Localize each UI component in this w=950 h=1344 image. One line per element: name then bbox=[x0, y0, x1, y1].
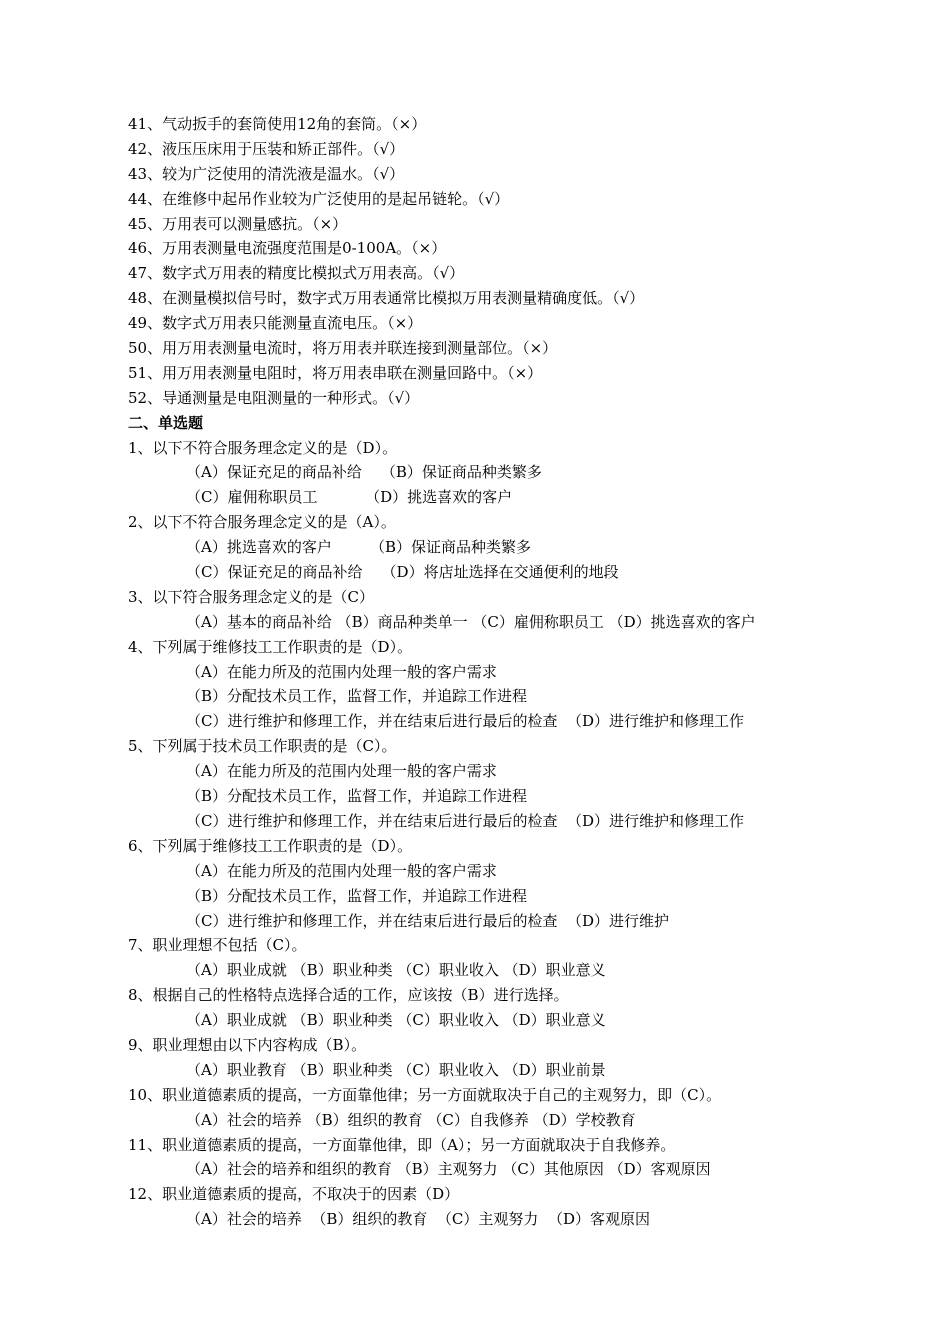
option-line: （A）职业成就 （B）职业种类 （C）职业收入 （D）职业意义 bbox=[186, 1011, 606, 1030]
tf-item: 52、导通测量是电阻测量的一种形式。（√） bbox=[128, 388, 420, 407]
option-line: （B）分配技术员工作，监督工作，并追踪工作进程 bbox=[186, 787, 528, 806]
option-line: （A）职业成就 （B）职业种类 （C）职业收入 （D）职业意义 bbox=[186, 961, 606, 980]
option-line: （A）社会的培养和组织的教育 （B）主观努力 （C）其他原因 （D）客观原因 bbox=[186, 1160, 711, 1179]
option-line: （A）在能力所及的范围内处理一般的客户需求 bbox=[186, 662, 497, 681]
option-line: （B）分配技术员工作，监督工作，并追踪工作进程 bbox=[186, 687, 528, 706]
tf-item: 45、万用表可以测量感抗。（×） bbox=[128, 214, 348, 233]
question-line: 4、下列属于维修技工工作职责的是（D）。 bbox=[128, 637, 413, 656]
question-line: 12、职业道德素质的提高，不取决于的因素（D） bbox=[128, 1185, 460, 1204]
option-line: （C）进行维护和修理工作，并在结束后进行最后的检查 （D）进行维护和修理工作 bbox=[186, 811, 745, 830]
tf-item: 46、万用表测量电流强度范围是0-100A。（×） bbox=[128, 239, 447, 258]
question-line: 10、职业道德素质的提高，一方面靠他律；另一方面就取决于自己的主观努力，即（C）。 bbox=[128, 1085, 722, 1104]
question-line: 8、根据自己的性格特点选择合适的工作，应该按（B）进行选择。 bbox=[128, 986, 569, 1005]
option-line: （A）职业教育 （B）职业种类 （C）职业收入 （D）职业前景 bbox=[186, 1060, 606, 1079]
true-false-section bbox=[128, 112, 828, 411]
option-line: （C）雇佣称职员工 （D）挑选喜欢的客户 bbox=[186, 488, 513, 507]
option-line: （C）保证充足的商品补给 （D）将店址选择在交通便利的地段 bbox=[186, 563, 619, 582]
tf-item: 42、液压压床用于压装和矫正部件。（√） bbox=[128, 139, 405, 158]
question-line: 11、职业道德素质的提高，一方面靠他律，即（A）；另一方面就取决于自我修养。 bbox=[128, 1135, 676, 1154]
question-line: 9、职业理想由以下内容构成（B）。 bbox=[128, 1035, 367, 1054]
option-line: （A）社会的培养 （B）组织的教育 （C）自我修养 （D）学校教育 bbox=[186, 1110, 636, 1129]
question-line: 6、下列属于维修技工工作职责的是（D）。 bbox=[128, 836, 413, 855]
document-body bbox=[128, 112, 828, 1232]
tf-item: 44、在维修中起吊作业较为广泛使用的是起吊链轮。（√） bbox=[128, 189, 510, 208]
option-line: （A）挑选喜欢的客户 （B）保证商品种类繁多 bbox=[186, 538, 532, 557]
question-line: 5、下列属于技术员工作职责的是（C）。 bbox=[128, 737, 397, 756]
tf-item: 41、气动扳手的套筒使用12角的套筒。（×） bbox=[128, 115, 427, 133]
tf-item: 43、较为广泛使用的清洗液是温水。（√） bbox=[128, 164, 405, 183]
option-line: （A）社会的培养 （B）组织的教育 （C）主观努力 （D）客观原因 bbox=[186, 1210, 650, 1229]
tf-item: 50、用万用表测量电流时，将万用表并联连接到测量部位。（×） bbox=[128, 339, 558, 358]
question-line: 7、职业理想不包括（C）。 bbox=[128, 936, 307, 955]
option-line: （C）进行维护和修理工作，并在结束后进行最后的检查 （D）进行维护和修理工作 bbox=[186, 712, 745, 731]
section-heading: 二、单选题 bbox=[128, 413, 204, 432]
multiple-choice-section bbox=[128, 436, 828, 1233]
tf-item: 48、在测量模拟信号时，数字式万用表通常比模拟万用表测量精确度低。（√） bbox=[128, 289, 645, 308]
tf-item: 49、数字式万用表只能测量直流电压。（×） bbox=[128, 314, 423, 333]
tf-item: 47、数字式万用表的精度比模拟式万用表高。（√） bbox=[128, 264, 465, 283]
question-line: 1、以下不符合服务理念定义的是（D）。 bbox=[128, 438, 398, 457]
question-line: 2、以下不符合服务理念定义的是（A）。 bbox=[128, 513, 396, 532]
option-line: （B）分配技术员工作，监督工作，并追踪工作进程 bbox=[186, 886, 528, 905]
tf-item: 51、用万用表测量电阻时，将万用表串联在测量回路中。（×） bbox=[128, 363, 543, 382]
option-line: （A）保证充足的商品补给 （B）保证商品种类繁多 bbox=[186, 463, 542, 482]
option-line: （C）进行维护和修理工作，并在结束后进行最后的检查 （D）进行维护 bbox=[186, 911, 670, 930]
question-line: 3、以下符合服务理念定义的是（C） bbox=[128, 587, 375, 606]
option-line: （A）在能力所及的范围内处理一般的客户需求 bbox=[186, 762, 497, 781]
option-line: （A）基本的商品补给 （B）商品种类单一 （C）雇佣称职员工 （D）挑选喜欢的客户 bbox=[186, 612, 756, 631]
option-line: （A）在能力所及的范围内处理一般的客户需求 bbox=[186, 861, 497, 880]
